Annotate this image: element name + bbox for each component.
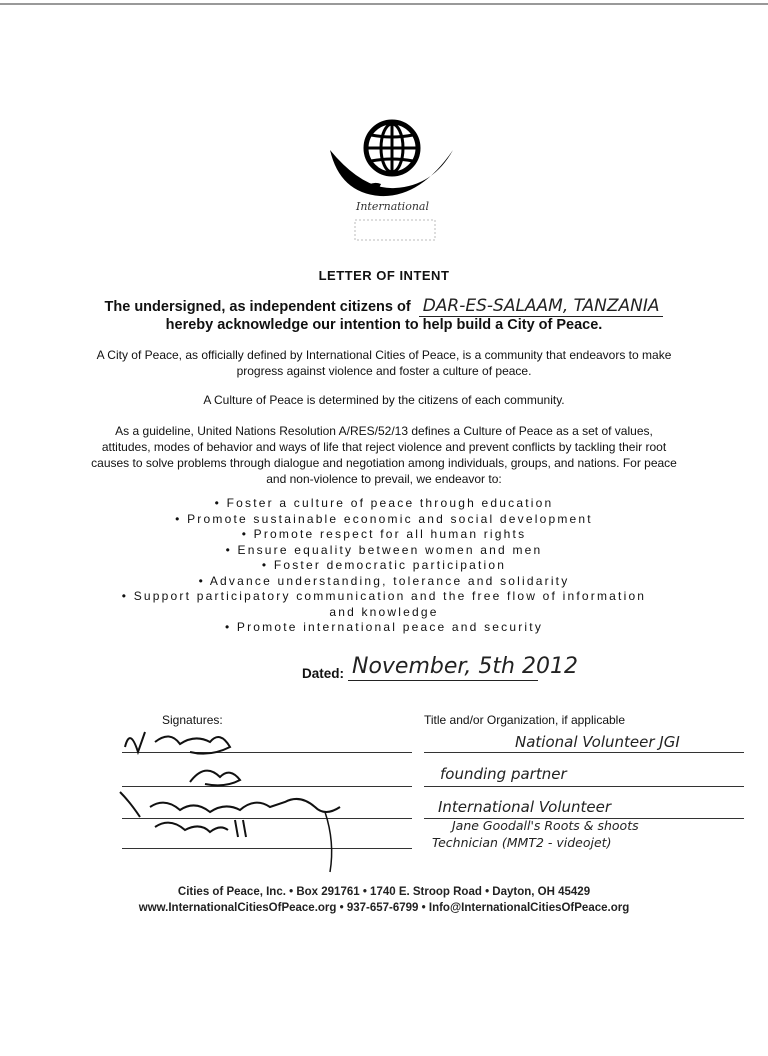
signatures-label: Signatures: — [162, 713, 223, 727]
list-item: • Foster a culture of peace through education — [214, 496, 554, 510]
footer-contact: www.InternationalCitiesOfPeace.org • 937-657-6799 • Info@InternationalCitiesOfPeace.org — [138, 902, 630, 914]
dated-underline — [348, 680, 538, 681]
org-entry: founding partner — [440, 765, 567, 783]
list-item: • Ensure equality between women and men — [225, 542, 543, 557]
list-item: • Advance understanding, tolerance and solidarity — [198, 573, 570, 588]
org-entry: Technician (MMT2 - videojet) — [432, 835, 612, 850]
paragraph-definition: A City of Peace, as officially defined by International Cities of Peace, is a community that endeavors to make progress against violence and foster a culture of peace. — [96, 348, 672, 378]
org-line — [424, 786, 744, 787]
logo-script-text: International — [356, 200, 429, 213]
page-title: LETTER OF INTENT — [318, 268, 450, 283]
logo — [325, 108, 460, 248]
scan-top-edge — [0, 3, 768, 5]
org-entry: Jane Goodall's Roots & shoots — [452, 818, 639, 833]
globe-dove-icon — [325, 108, 460, 248]
org-label: Title and/or Organization, if applicable — [424, 713, 625, 727]
heading-line-1 — [0, 296, 768, 316]
list-item: • Promote international peace and security — [224, 620, 544, 634]
handwritten-signatures — [110, 722, 370, 882]
paragraph-culture: A Culture of Peace is determined by the citizens of each community. — [203, 393, 565, 407]
list-item: • Support participatory communication and the free flow of information and knowledge — [121, 589, 647, 619]
dated-label: Dated: — [302, 666, 345, 681]
heading-city: DAR-ES-SALAAM, TANZANIA — [419, 296, 664, 317]
heading-prefix: The undersigned, as independent citizens of — [104, 299, 411, 315]
paragraph-guideline: As a guideline, United Nations Resolution A/RES/52/13 defines a Culture of Peace as a set of values, attitudes, modes of behavior and ways of life that reject violence and prevent conflicts by tackling their root causes to solve problems through dialogue and negotiation among individuals, groups, and nations. For peace and non-violence to prevail, we endeavor to: — [91, 424, 677, 486]
org-entry: National Volunteer JGI — [515, 733, 680, 751]
list-item: • Foster democratic participation — [261, 558, 507, 572]
list-item: • Promote sustainable economic and social development — [175, 511, 593, 526]
org-line — [424, 752, 744, 753]
list-item: • Promote respect for all human rights — [241, 527, 527, 541]
endeavor-list — [120, 496, 648, 636]
org-entry: International Volunteer — [438, 798, 612, 816]
footer-address: Cities of Peace, Inc. • Box 291761 • 1740 E. Stroop Road • Dayton, OH 45429 — [177, 886, 591, 898]
dated-value: November, 5th 2012 — [352, 654, 578, 679]
heading-line-2: hereby acknowledge our intention to help build a City of Peace. — [165, 317, 603, 333]
